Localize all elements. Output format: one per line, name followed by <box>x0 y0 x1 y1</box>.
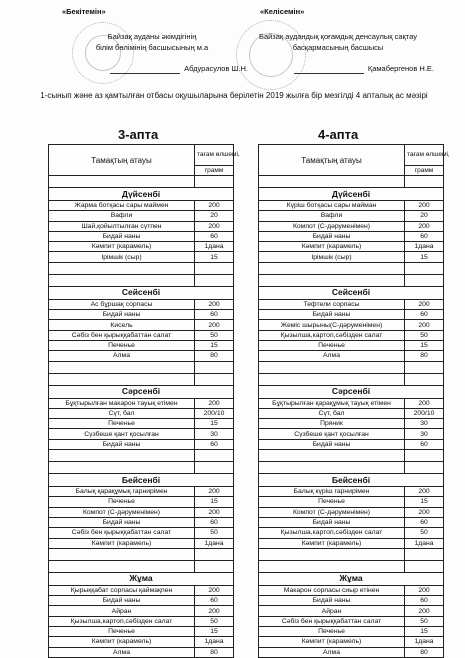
dish-name: Бидай наны <box>49 596 195 606</box>
day-heading: Жұма <box>259 572 444 585</box>
dish-name: Тефтели сорпасы <box>259 299 405 309</box>
dish-name: Пряник <box>259 419 405 429</box>
table-row <box>49 242 234 252</box>
dish-amount: 30 <box>405 419 444 429</box>
dish-name: Бидай наны <box>49 517 195 527</box>
dish-amount: 200 <box>405 299 444 309</box>
table-row <box>49 487 234 497</box>
dish-name: Алма <box>259 647 405 657</box>
table-row <box>259 310 444 320</box>
approval-heading: «Келісемін» <box>260 7 305 16</box>
dish-name: Айран <box>49 606 195 616</box>
dish-name: Печенье <box>49 340 195 350</box>
dish-amount: 1дана <box>195 637 234 647</box>
table-row <box>259 647 444 657</box>
approval-signature: Абдурасулов Ш.Н. <box>52 63 252 74</box>
day-heading: Сейсенбі <box>259 286 444 299</box>
dish-amount: 60 <box>195 439 234 449</box>
day-heading: Жұма <box>49 572 234 585</box>
dish-amount: 1дана <box>195 538 234 548</box>
dish-name: Бидай наны <box>49 439 195 449</box>
table-row <box>259 398 444 408</box>
table-row <box>49 330 234 340</box>
dish-name: Бидай наны <box>259 439 405 449</box>
dish-amount: 200 <box>195 320 234 330</box>
dish-amount: 50 <box>195 330 234 340</box>
dish-name: Сүзбеше қант қосылған <box>259 429 405 439</box>
dish-amount: 50 <box>405 330 444 340</box>
dish-name: Вафли <box>259 211 405 221</box>
column-header-amount: тағам өлшемі, <box>195 145 234 166</box>
dish-name: Шай,қойылтылған сүтпен <box>49 221 195 231</box>
table-row <box>49 299 234 309</box>
column-header-name: Тамақтың атауы <box>259 145 405 176</box>
table-row <box>259 252 444 262</box>
dish-amount: 60 <box>195 596 234 606</box>
table-row <box>49 528 234 538</box>
dish-amount: 60 <box>405 596 444 606</box>
dish-name: Сәбіз бен қырыққабаттан салат <box>49 330 195 340</box>
day-heading: Бейсенбі <box>49 474 234 487</box>
dish-name: Бидай наны <box>259 231 405 241</box>
table-row <box>49 517 234 527</box>
dish-name: Печенье <box>259 340 405 350</box>
dish-amount: 80 <box>195 351 234 361</box>
dish-amount: 200 <box>195 507 234 517</box>
table-row <box>49 606 234 616</box>
dish-amount: 200 <box>195 398 234 408</box>
dish-name: Печенье <box>49 497 195 507</box>
dish-amount: 80 <box>195 647 234 657</box>
dish-name: Бұқтырылған макарон тауық етімен <box>49 398 195 408</box>
dish-name: Бидай наны <box>259 310 405 320</box>
day-heading: Дүйсенбі <box>49 188 234 201</box>
dish-amount: 15 <box>405 340 444 350</box>
dish-name: Ірімшік (сыр) <box>49 252 195 262</box>
table-row <box>259 211 444 221</box>
dish-name: Печенье <box>49 419 195 429</box>
table-row <box>259 351 444 361</box>
table-row <box>259 606 444 616</box>
dish-amount: 15 <box>195 340 234 350</box>
dish-name: Күріш ботқасы сары майман <box>259 201 405 211</box>
dish-amount: 50 <box>405 528 444 538</box>
table-row <box>259 299 444 309</box>
dish-name: Компот (С-дәруменімен) <box>49 507 195 517</box>
table-row <box>49 340 234 350</box>
dish-amount: 200/10 <box>405 408 444 418</box>
menu-table-week-3 <box>48 144 240 658</box>
table-row <box>49 439 234 449</box>
day-heading: Сәрсенбі <box>259 385 444 398</box>
table-row <box>259 201 444 211</box>
table-row <box>49 419 234 429</box>
dish-name: Печенье <box>49 627 195 637</box>
dish-amount: 200 <box>405 606 444 616</box>
table-row <box>259 528 444 538</box>
dish-name: Қызылша,картоп,сәбізден салат <box>49 616 195 626</box>
dish-name: Вафли <box>49 211 195 221</box>
table-row <box>49 647 234 657</box>
dish-amount: 200 <box>405 398 444 408</box>
table-row <box>259 487 444 497</box>
column-header-unit: грамм <box>195 166 234 176</box>
dish-name: Компот (С-дәруменімен) <box>259 221 405 231</box>
table-row <box>259 242 444 252</box>
table-row <box>259 221 444 231</box>
table-row <box>259 637 444 647</box>
dish-name: Алма <box>49 351 195 361</box>
dish-name: Балық күріш гарнирімен <box>259 487 405 497</box>
dish-name: Жеміс шырыны(С-дәруменімен) <box>259 320 405 330</box>
table-row <box>259 408 444 418</box>
menu-table-week-4 <box>258 144 450 658</box>
table-row <box>49 221 234 231</box>
dish-amount: 60 <box>195 231 234 241</box>
table-row <box>259 320 444 330</box>
table-row <box>49 627 234 637</box>
dish-name: Бұқтырылған қарақұмық тауық етімен <box>259 398 405 408</box>
approval-org: білім бөлімінің басшысының м.а <box>95 43 209 52</box>
table-row <box>49 310 234 320</box>
table-row <box>49 211 234 221</box>
dish-name: Сүзбеше қант қосылған <box>49 429 195 439</box>
dish-amount: 200 <box>405 201 444 211</box>
table-row <box>259 507 444 517</box>
table-row <box>259 340 444 350</box>
dish-name: Печенье <box>259 497 405 507</box>
dish-name: Бидай наны <box>259 517 405 527</box>
dish-amount: 15 <box>405 627 444 637</box>
dish-name: Печенье <box>259 627 405 637</box>
dish-amount: 1дана <box>195 242 234 252</box>
week-title: 4-апта <box>318 127 359 142</box>
dish-amount: 200/10 <box>195 408 234 418</box>
dish-name: Сүт, бал <box>49 408 195 418</box>
dish-amount: 60 <box>195 517 234 527</box>
dish-amount: 1дана <box>405 538 444 548</box>
table-row <box>259 497 444 507</box>
table-row <box>49 637 234 647</box>
dish-name: Сәбіз бен қырыққабаттан салат <box>49 528 195 538</box>
approval-signature: Қамабергенов Н.Е. <box>238 63 438 74</box>
dish-amount: 60 <box>405 231 444 241</box>
table-row <box>49 616 234 626</box>
dish-amount: 60 <box>405 439 444 449</box>
table-row <box>259 517 444 527</box>
dish-amount: 200 <box>195 221 234 231</box>
dish-amount: 15 <box>405 497 444 507</box>
table-row <box>49 429 234 439</box>
day-heading: Сейсенбі <box>49 286 234 299</box>
dish-name: Сүт, бал <box>259 408 405 418</box>
dish-amount: 1дана <box>405 242 444 252</box>
day-heading: Сәрсенбі <box>49 385 234 398</box>
approval-org: басқармасының басшысы <box>292 43 384 52</box>
dish-name: Кәмпит (карамель) <box>259 242 405 252</box>
dish-name: Қырыққабат сорпасы қаймақпен <box>49 585 195 595</box>
dish-name: Компот (С-дәруменімен) <box>259 507 405 517</box>
dish-name: Кәмпит (карамель) <box>49 538 195 548</box>
dish-name: Айран <box>259 606 405 616</box>
table-row <box>49 408 234 418</box>
dish-name: Ірімшік (сыр) <box>259 252 405 262</box>
dish-name: Алма <box>259 351 405 361</box>
table-row <box>49 320 234 330</box>
dish-name: Макарон сорпасы сиыр етінен <box>259 585 405 595</box>
dish-amount: 15 <box>195 419 234 429</box>
table-row <box>259 419 444 429</box>
dish-amount: 15 <box>195 627 234 637</box>
table-row <box>49 596 234 606</box>
dish-amount: 20 <box>195 211 234 221</box>
dish-name: Бидай наны <box>49 310 195 320</box>
dish-amount: 30 <box>195 429 234 439</box>
dish-amount: 200 <box>195 299 234 309</box>
day-heading: Бейсенбі <box>259 474 444 487</box>
dish-name: Кисель <box>49 320 195 330</box>
dish-amount: 80 <box>405 351 444 361</box>
dish-name: Кәмпит (карамель) <box>259 538 405 548</box>
approval-block-right <box>238 6 438 74</box>
dish-amount: 30 <box>405 429 444 439</box>
table-row <box>49 252 234 262</box>
dish-name: Кәмпит (карамель) <box>49 242 195 252</box>
dish-amount: 15 <box>195 497 234 507</box>
dish-amount: 200 <box>405 320 444 330</box>
table-row <box>259 330 444 340</box>
table-row <box>259 231 444 241</box>
dish-amount: 200 <box>195 606 234 616</box>
dish-name: Бидай наны <box>259 596 405 606</box>
table-row <box>49 538 234 548</box>
table-row <box>259 596 444 606</box>
dish-amount: 200 <box>195 487 234 497</box>
dish-name: Кәмпит (карамель) <box>259 637 405 647</box>
column-header-name: Тамақтың атауы <box>49 145 195 176</box>
approval-org: Байзақ ауданы әкімдігінің <box>107 32 197 41</box>
dish-amount: 200 <box>405 507 444 517</box>
table-row <box>259 585 444 595</box>
dish-amount: 80 <box>405 647 444 657</box>
dish-amount: 15 <box>405 252 444 262</box>
document-title: 1-сынып және аз қамтылған отбасы оқушыларына берілетін 2019 жылға бір мезгілдi 4 апталық ас мәзірі <box>40 91 428 100</box>
dish-name: Бидай наны <box>49 231 195 241</box>
dish-name: Жарма ботқасы сары маймен <box>49 201 195 211</box>
dish-amount: 200 <box>405 487 444 497</box>
dish-name: Ас бұршақ сорпасы <box>49 299 195 309</box>
table-row <box>49 507 234 517</box>
dish-amount: 15 <box>195 252 234 262</box>
approval-block-left <box>52 6 252 74</box>
table-row <box>49 231 234 241</box>
dish-amount: 50 <box>195 528 234 538</box>
dish-amount: 50 <box>195 616 234 626</box>
table-row <box>259 616 444 626</box>
dish-amount: 60 <box>405 310 444 320</box>
table-row <box>49 585 234 595</box>
dish-name: Қызылша,картоп,сәбізден салат <box>259 528 405 538</box>
table-row <box>259 429 444 439</box>
dish-amount: 60 <box>195 310 234 320</box>
table-row <box>259 627 444 637</box>
table-row <box>49 201 234 211</box>
table-row <box>49 497 234 507</box>
dish-amount: 1дана <box>405 637 444 647</box>
dish-amount: 200 <box>195 585 234 595</box>
dish-name: Қызылша,картоп,сәбізден салат <box>259 330 405 340</box>
table-row <box>49 398 234 408</box>
day-heading: Дүйсенбі <box>259 188 444 201</box>
table-row <box>49 351 234 361</box>
dish-name: Балық қарақұмық гарнирімен <box>49 487 195 497</box>
dish-amount: 60 <box>405 517 444 527</box>
dish-amount: 200 <box>195 201 234 211</box>
approval-org: Байзақ аудандық қоғамдық денсаулық сақтау <box>259 32 417 41</box>
column-header-amount: тағам өлшемі, <box>405 145 444 166</box>
column-header-unit: грамм <box>405 166 444 176</box>
dish-name: Кәмпит (карамель) <box>49 637 195 647</box>
dish-amount: 200 <box>405 221 444 231</box>
approval-heading: «Бекітемін» <box>62 7 106 16</box>
dish-name: Сәбіз бен қырыққабаттан салат <box>259 616 405 626</box>
week-title: 3-апта <box>118 127 159 142</box>
table-row <box>259 538 444 548</box>
dish-amount: 20 <box>405 211 444 221</box>
dish-amount: 50 <box>405 616 444 626</box>
dish-name: Алма <box>49 647 195 657</box>
table-row <box>259 439 444 449</box>
dish-amount: 200 <box>405 585 444 595</box>
